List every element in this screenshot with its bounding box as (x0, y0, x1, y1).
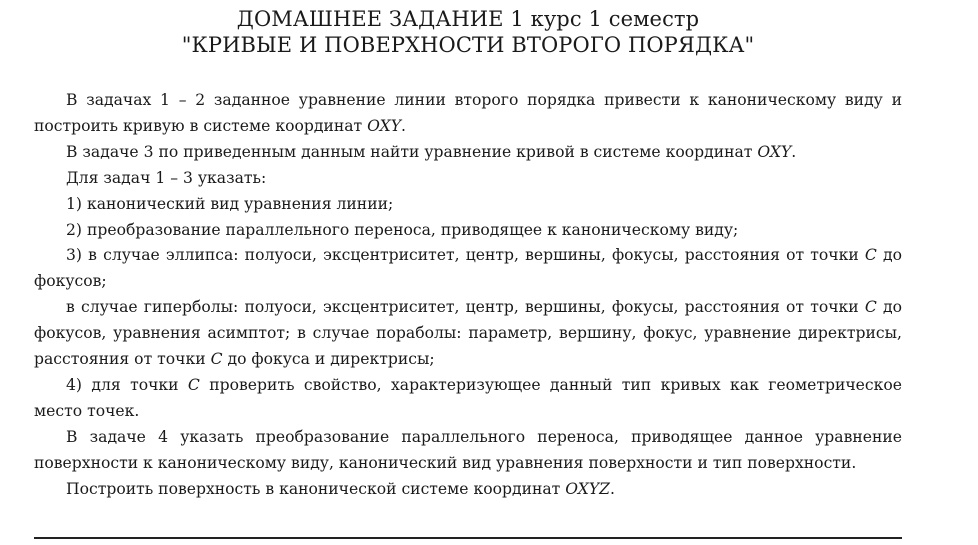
hyperbola-parabola-paragraph (34, 295, 902, 373)
hyperbola-text-c: до фокуса и директрисы; (222, 350, 435, 369)
math-point-c: C (210, 350, 223, 369)
paragraph-1-end: . (401, 116, 407, 135)
list-item-4-text-b: проверить свойство, характеризующее данный тип кривых как геометрическое место точек. (34, 375, 902, 420)
final-paragraph (34, 477, 902, 503)
list-item-4-text-a: 4) для точки (66, 375, 188, 394)
paragraph-2 (34, 140, 902, 166)
page-title (34, 6, 902, 58)
title-line-1: ДОМАШНЕЕ ЗАДАНИЕ 1 курс 1 семестр (236, 7, 700, 31)
title-line-2: "КРИВЫЕ И ПОВЕРХНОСТИ ВТОРОГО ПОРЯДКА" (181, 33, 755, 57)
document-page (34, 6, 902, 503)
hyperbola-text-a: в случае гиперболы: полуоси, эксцентриситет, центр, вершины, фокусы, расстояния от точки (66, 298, 865, 317)
list-item-3 (34, 243, 902, 295)
paragraph-2-text: В задаче 3 по приведенным данным найти уравнение кривой в системе координат (66, 142, 758, 161)
task-4-paragraph: В задаче 4 указать преобразование параллельного переноса, приводящее данное уравнение поверхности к каноническому виду, канонический вид уравнения поверхности и тип поверхности. (34, 427, 902, 472)
math-oxy: OXY (367, 116, 402, 135)
paragraph-1-text: В задачах 1 – 2 заданное уравнение линии второго порядка привести к каноническому виду и построить кривую в системе координат (34, 91, 902, 135)
math-point-c: C (187, 375, 200, 394)
paragraph-2-end: . (791, 142, 797, 161)
list-item-4 (34, 373, 902, 425)
hyperbola-text-b: до фокусов, уравнения асимптот; в случае пораболы: параметр, вершину, фокус, уравнение директрисы, расстояния от точки (34, 298, 902, 369)
paragraph-1 (34, 88, 902, 140)
math-oxy: OXY (757, 142, 792, 161)
math-point-c: C (864, 246, 877, 265)
math-oxyz: OXYZ (565, 479, 610, 498)
final-paragraph-end: . (610, 479, 615, 498)
final-paragraph-text: Построить поверхность в канонической системе координат (66, 479, 566, 498)
list-item-3-text-a: 3) в случае эллипса: полуоси, эксцентриситет, центр, вершины, фокусы, расстояния от точки (66, 246, 865, 265)
horizontal-rule (34, 537, 902, 539)
math-point-c: C (864, 298, 877, 317)
paragraph-3: Для задач 1 – 3 указать: (66, 168, 267, 187)
list-item-3-text-b: до фокусов; (34, 246, 902, 291)
list-item-2: 2) преобразование параллельного переноса, приводящее к каноническому виду; (66, 220, 739, 239)
document-body (34, 88, 902, 503)
list-item-1: 1) канонический вид уравнения линии; (66, 194, 394, 213)
